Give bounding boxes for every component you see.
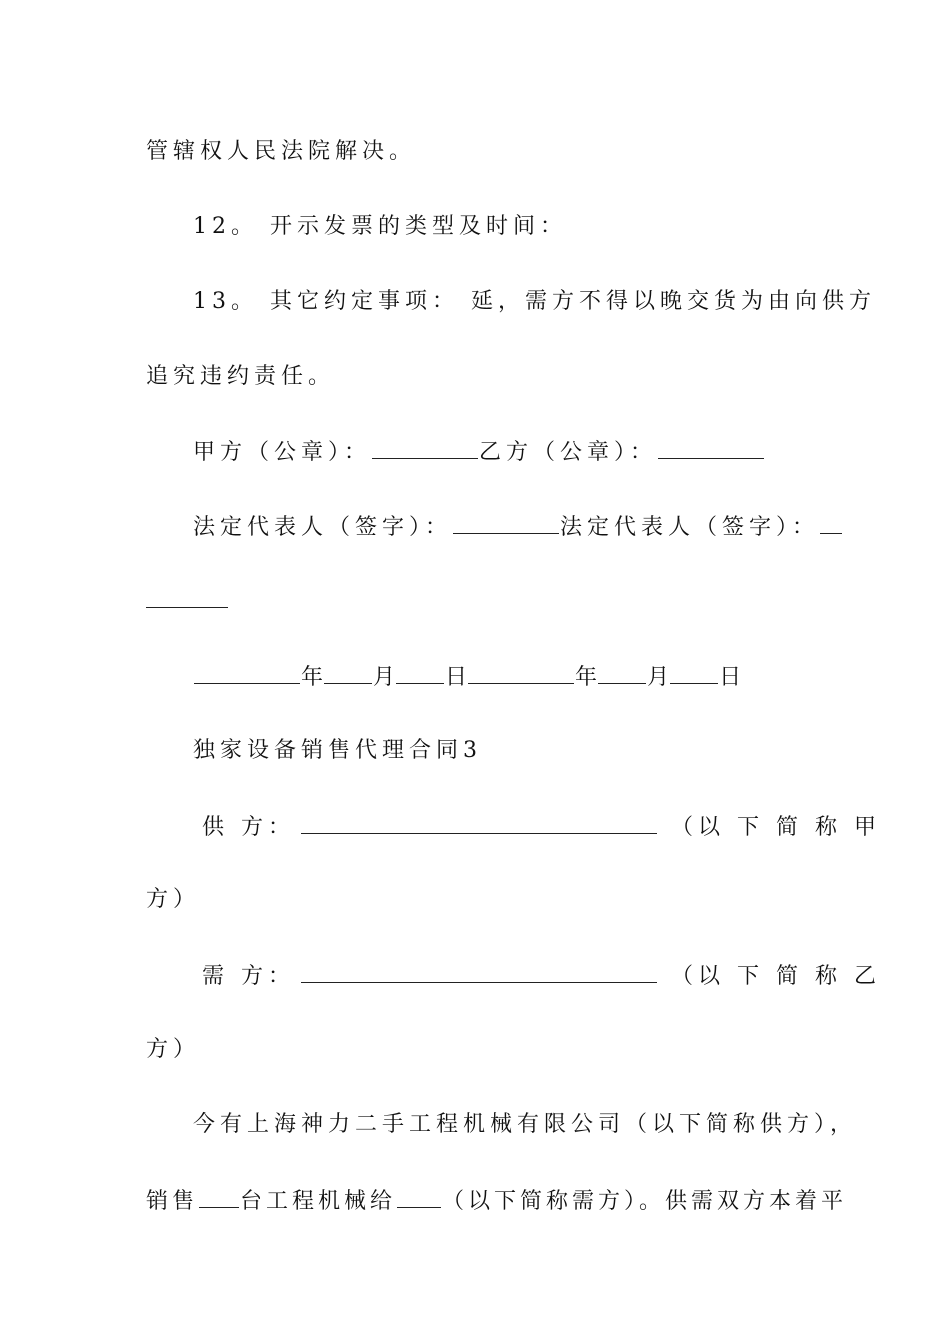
party-a-seal-blank[interactable] [372,436,478,459]
date-b-year-label: 年 [575,665,598,690]
seal-line [193,436,765,468]
party-a-rep-label: 法定代表人（签字）： [193,515,453,540]
buyer-abbrev-continued: 方） [146,1037,201,1062]
buyer-line [202,960,881,992]
contract-title: 独家设备销售代理合同3 [193,738,482,763]
supplier-line [202,811,881,843]
date-a-month-label: 月 [373,665,396,690]
date-b-day-blank[interactable] [670,661,718,684]
clause-12: 12。 开示发票的类型及时间： [193,214,567,239]
supplier-abbrev: （以 下 简 称 甲 [671,815,881,840]
party-b-seal-label: 乙方（公章）： [479,440,658,465]
preamble-line-1: 今有上海神力二手工程机械有限公司（以下简称供方）， [193,1112,858,1137]
clause-13-continued: 追究违约责任。 [146,364,336,389]
date-b-month-blank[interactable] [598,661,646,684]
clause-13: 13。 其它约定事项： 延，需方不得以晚交货为由向供方 [193,289,876,314]
preamble-sale-label: 销售 [146,1189,199,1214]
date-b-month-label: 月 [647,665,670,690]
party-a-seal-label: 甲方（公章）： [193,440,372,465]
supplier-abbrev-continued: 方） [146,887,201,912]
buyer-label: 需 方： [202,964,295,989]
signature-line [193,511,843,543]
buyer-short-blank[interactable] [397,1185,441,1208]
date-a-year-label: 年 [301,665,324,690]
preamble-machinery-label: 台工程机械给 [240,1189,397,1214]
date-line [193,661,741,693]
supplier-name-blank[interactable] [301,811,657,834]
party-b-seal-blank[interactable] [658,436,764,459]
date-a-month-blank[interactable] [324,661,372,684]
date-b-day-label: 日 [719,665,742,690]
buyer-abbrev: （以 下 简 称 乙 [671,964,881,989]
preamble-rest: （以下简称需方）。供需双方本着平 [442,1189,848,1214]
party-b-rep-blank-continued[interactable] [146,607,228,608]
party-b-rep-blank-start[interactable] [820,511,842,534]
party-a-rep-blank[interactable] [453,511,559,534]
date-a-day-blank[interactable] [396,661,444,684]
supplier-label: 供 方： [202,815,295,840]
paragraph-line: 管辖权人民法院解决。 [146,139,417,164]
date-a-year-blank[interactable] [194,661,300,684]
preamble-line-2 [146,1185,847,1217]
quantity-blank[interactable] [199,1185,239,1208]
date-b-year-blank[interactable] [468,661,574,684]
date-a-day-label: 日 [445,665,468,690]
party-b-rep-label: 法定代表人（签字）： [560,515,820,540]
buyer-name-blank[interactable] [301,960,657,983]
